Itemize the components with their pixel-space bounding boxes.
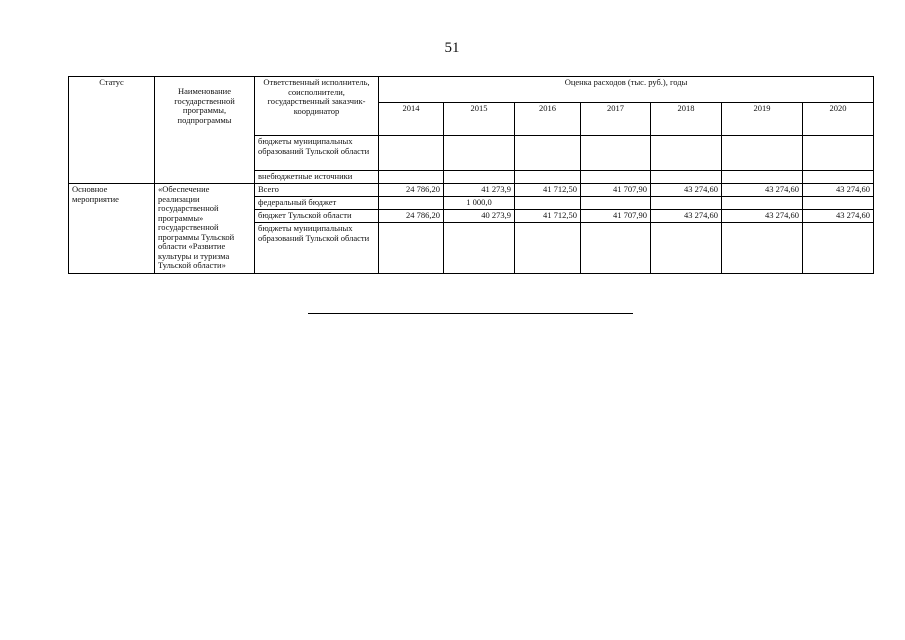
funding-source: Всего xyxy=(255,184,379,197)
value-cell: 43 274,60 xyxy=(803,210,874,223)
value-cell xyxy=(515,223,581,274)
value-cell xyxy=(651,223,722,274)
value-cell: 1 000,0 xyxy=(444,197,515,210)
value-cell: 40 273,9 xyxy=(444,210,515,223)
value-cell xyxy=(803,171,874,184)
value-cell xyxy=(515,136,581,171)
year-2017: 2017 xyxy=(581,103,651,136)
value-cell xyxy=(722,171,803,184)
header-row-1 xyxy=(69,77,874,103)
value-cell xyxy=(515,171,581,184)
value-cell xyxy=(444,223,515,274)
value-cell: 41 707,90 xyxy=(581,184,651,197)
group-status: Основное мероприятие xyxy=(69,184,155,274)
value-cell xyxy=(444,171,515,184)
value-cell: 43 274,60 xyxy=(651,210,722,223)
value-cell xyxy=(379,136,444,171)
value-cell: 24 786,20 xyxy=(379,210,444,223)
value-cell: 43 274,60 xyxy=(722,210,803,223)
value-cell xyxy=(444,136,515,171)
year-2016: 2016 xyxy=(515,103,581,136)
page-number: 51 xyxy=(444,40,460,56)
value-cell xyxy=(581,136,651,171)
value-cell xyxy=(379,197,444,210)
value-cell: 41 707,90 xyxy=(581,210,651,223)
value-cell xyxy=(651,197,722,210)
year-2014: 2014 xyxy=(379,103,444,136)
value-cell: 41 712,50 xyxy=(515,210,581,223)
value-cell xyxy=(722,223,803,274)
value-cell xyxy=(803,136,874,171)
value-cell: 43 274,60 xyxy=(803,184,874,197)
separator-line xyxy=(308,313,633,314)
value-cell xyxy=(581,223,651,274)
value-cell: 43 274,60 xyxy=(651,184,722,197)
value-cell xyxy=(722,197,803,210)
header-estimate: Оценка расходов (тыс. руб.), годы xyxy=(379,77,874,103)
value-cell: 24 786,20 xyxy=(379,184,444,197)
value-cell xyxy=(581,197,651,210)
funding-source: федеральный бюджет xyxy=(255,197,379,210)
value-cell xyxy=(581,171,651,184)
value-cell: 41 712,50 xyxy=(515,184,581,197)
value-cell xyxy=(803,223,874,274)
year-2015: 2015 xyxy=(444,103,515,136)
table-row xyxy=(69,184,874,197)
header-responsible: Ответственный исполнитель, соисполнители, государственный заказчик-координатор xyxy=(255,77,379,136)
value-cell xyxy=(803,197,874,210)
value-cell xyxy=(379,223,444,274)
funding-source: бюджеты муниципальных образований Тульской области xyxy=(255,136,379,171)
header-status: Статус xyxy=(69,77,155,184)
value-cell xyxy=(651,171,722,184)
value-cell xyxy=(515,197,581,210)
value-cell xyxy=(651,136,722,171)
funding-source: бюджет Тульской области xyxy=(255,210,379,223)
budget-table xyxy=(68,76,874,274)
funding-source: внебюджетные источники xyxy=(255,171,379,184)
year-2018: 2018 xyxy=(651,103,722,136)
year-2019: 2019 xyxy=(722,103,803,136)
value-cell xyxy=(379,171,444,184)
year-2020: 2020 xyxy=(803,103,874,136)
header-name: Наименование государственной программы, подпрограммы xyxy=(155,77,255,184)
value-cell xyxy=(722,136,803,171)
group-name: «Обеспечение реализации государственной программы» государственной программы Тульской области «Развитие культуры и туризма Тульской области» xyxy=(155,184,255,274)
value-cell: 41 273,9 xyxy=(444,184,515,197)
funding-source: бюджеты муниципальных образований Тульской области xyxy=(255,223,379,274)
value-cell: 43 274,60 xyxy=(722,184,803,197)
